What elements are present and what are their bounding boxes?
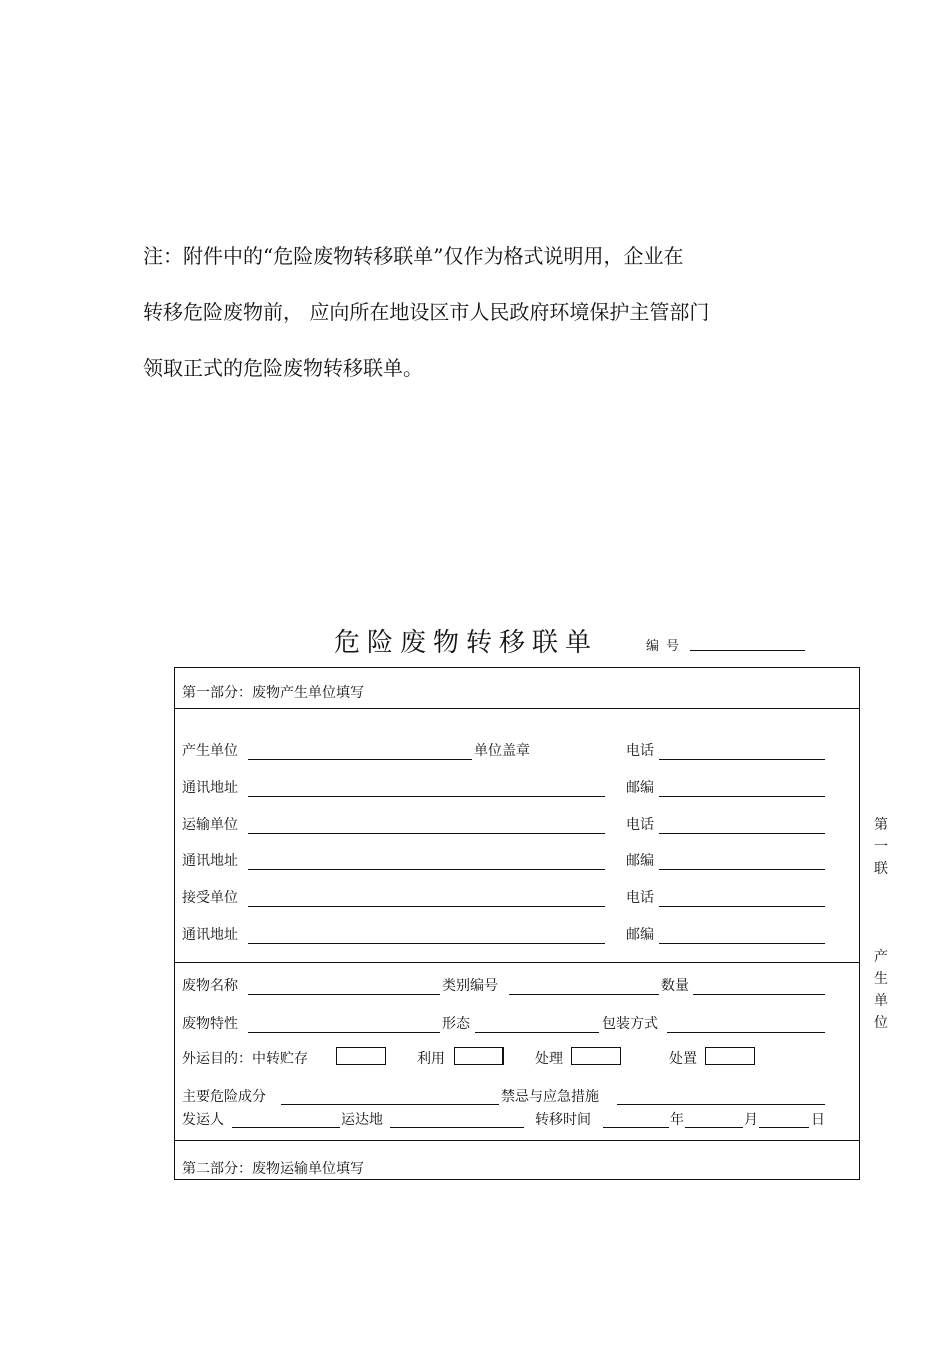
holder-label xyxy=(873,946,889,1034)
phone-label: 电话 xyxy=(626,743,654,759)
part2-title: 第二部分：废物运输单位填写 xyxy=(182,1161,364,1177)
note-line-1: 注：附件中的“危险废物转移联单”仅作为格式说明用，企业在 xyxy=(143,244,684,268)
shipper-label: 发运人 xyxy=(182,1112,224,1128)
year-field[interactable] xyxy=(603,1127,669,1128)
note-line-3: 领取正式的危险废物转移联单。 xyxy=(143,356,423,380)
producer-address-field[interactable] xyxy=(248,796,605,797)
postcode-label: 邮编 xyxy=(626,927,654,943)
treat-label: 处理 xyxy=(535,1051,563,1067)
main-hazard-label: 主要危险成分 xyxy=(182,1089,266,1105)
copy-label xyxy=(873,814,889,880)
producer-postcode-field[interactable] xyxy=(659,796,825,797)
seal-label: 单位盖章 xyxy=(474,743,530,759)
purpose-label: 外运目的：中转贮存 xyxy=(182,1051,308,1067)
receiver-address-field[interactable] xyxy=(248,943,605,944)
postcode-label: 邮编 xyxy=(626,853,654,869)
phone-label: 电话 xyxy=(626,817,654,833)
copy-label-char: 联 xyxy=(874,861,888,877)
receiver-label: 接受单位 xyxy=(182,890,238,906)
dispose-checkbox[interactable] xyxy=(705,1047,755,1065)
transfer-time-label: 转移时间 xyxy=(535,1112,591,1128)
holder-label-char: 单 xyxy=(874,993,888,1009)
serial-number-field[interactable] xyxy=(690,650,805,651)
transporter-address-field[interactable] xyxy=(248,869,605,870)
packaging-field[interactable] xyxy=(667,1032,825,1033)
postcode-label: 邮编 xyxy=(626,780,654,796)
part1-title: 第一部分：废物产生单位填写 xyxy=(182,685,364,701)
category-code-field[interactable] xyxy=(509,994,659,995)
transporter-phone-field[interactable] xyxy=(659,833,825,834)
divider xyxy=(175,962,859,963)
note-paragraph xyxy=(143,228,823,396)
receiver-field[interactable] xyxy=(248,906,605,907)
waste-property-field[interactable] xyxy=(248,1032,440,1033)
producer-phone-field[interactable] xyxy=(659,759,825,760)
year-label: 年 xyxy=(670,1112,684,1128)
taboo-label: 禁忌与应急措施 xyxy=(501,1089,599,1105)
holder-label-char: 产 xyxy=(874,949,888,965)
month-field[interactable] xyxy=(685,1127,743,1128)
quantity-label: 数量 xyxy=(661,978,689,994)
dispose-label: 处置 xyxy=(669,1051,697,1067)
transporter-address-label: 通讯地址 xyxy=(182,853,238,869)
holder-label-char: 生 xyxy=(874,971,888,987)
producer-label: 产生单位 xyxy=(182,743,238,759)
receiver-postcode-field[interactable] xyxy=(659,943,825,944)
day-field[interactable] xyxy=(759,1127,809,1128)
waste-property-label: 废物特性 xyxy=(182,1016,238,1032)
producer-field[interactable] xyxy=(248,759,472,760)
note-line-2: 转移危险废物前， 应向所在地设区市人民政府环境保护主管部门 xyxy=(143,300,710,324)
divider xyxy=(175,708,859,709)
receiver-phone-field[interactable] xyxy=(659,906,825,907)
taboo-field[interactable] xyxy=(617,1104,825,1105)
producer-address-label: 通讯地址 xyxy=(182,780,238,796)
reuse-checkbox[interactable] xyxy=(454,1047,504,1065)
category-code-label: 类别编号 xyxy=(442,978,498,994)
divider xyxy=(175,1140,859,1141)
main-hazard-field[interactable] xyxy=(281,1104,499,1105)
holder-label-char: 位 xyxy=(874,1015,888,1031)
day-label: 日 xyxy=(811,1112,825,1128)
transfer-form xyxy=(174,667,860,1180)
transporter-label: 运输单位 xyxy=(182,817,238,833)
treat-checkbox[interactable] xyxy=(571,1047,621,1065)
copy-label-char: 一 xyxy=(874,839,888,855)
month-label: 月 xyxy=(744,1112,758,1128)
form-title: 危险废物转移联单 xyxy=(334,628,599,658)
destination-field[interactable] xyxy=(390,1127,524,1128)
reuse-label: 利用 xyxy=(417,1051,445,1067)
copy-label-char: 第 xyxy=(874,817,888,833)
destination-label: 运达地 xyxy=(341,1112,383,1128)
packaging-label: 包装方式 xyxy=(602,1016,658,1032)
waste-name-field[interactable] xyxy=(248,994,440,995)
serial-label: 编号 xyxy=(646,639,687,654)
quantity-field[interactable] xyxy=(693,994,825,995)
form-state-label: 形态 xyxy=(442,1016,470,1032)
shipper-field[interactable] xyxy=(232,1127,340,1128)
form-state-field[interactable] xyxy=(475,1032,599,1033)
phone-label: 电话 xyxy=(626,890,654,906)
storage-checkbox[interactable] xyxy=(336,1047,386,1065)
transporter-postcode-field[interactable] xyxy=(659,869,825,870)
transporter-field[interactable] xyxy=(248,833,605,834)
waste-name-label: 废物名称 xyxy=(182,978,238,994)
receiver-address-label: 通讯地址 xyxy=(182,927,238,943)
